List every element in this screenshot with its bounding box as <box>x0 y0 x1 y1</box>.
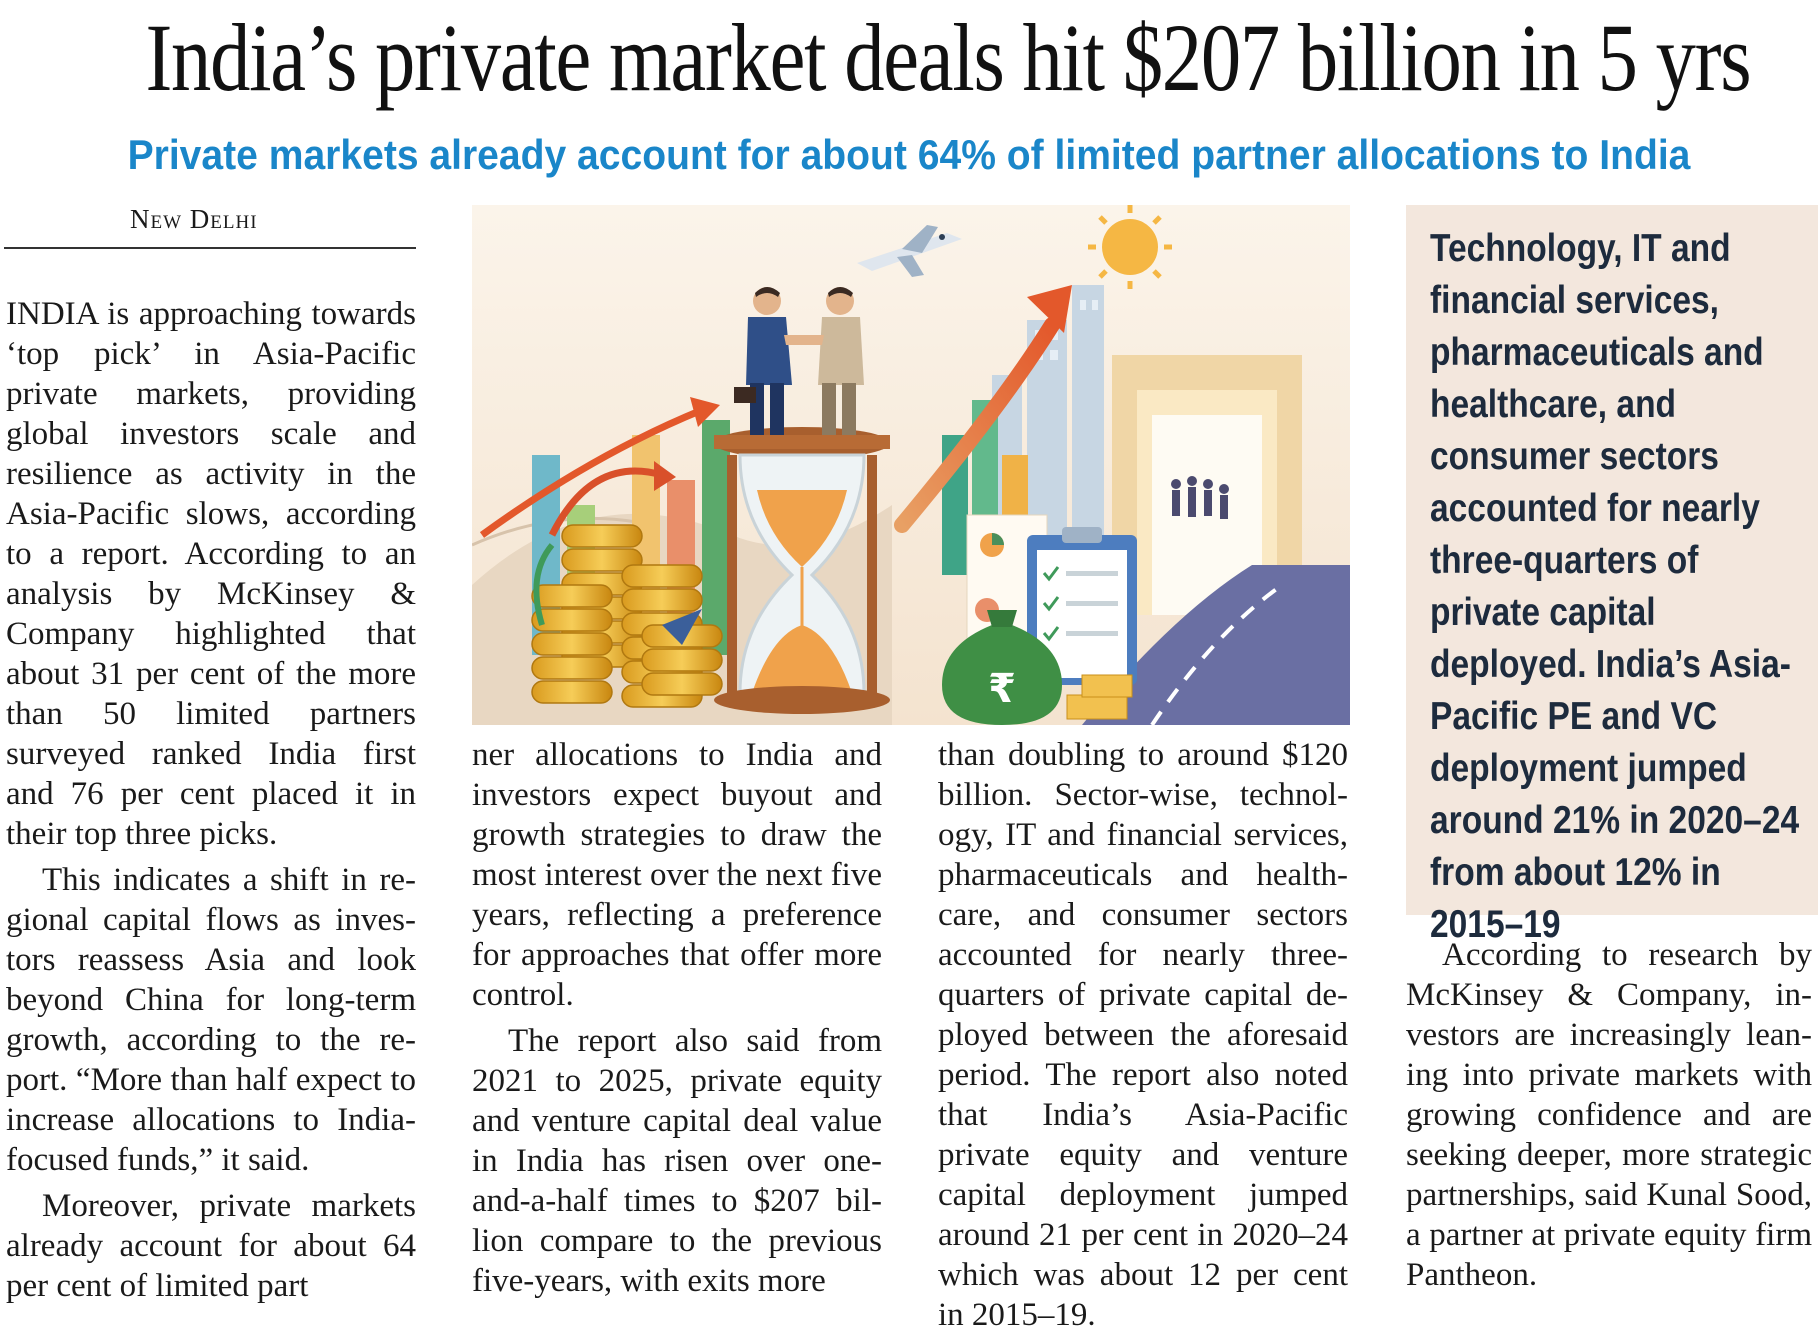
paragraph: According to research by McKinsey & Company, investors are increasingly leaning into private markets with growing confidence and are seeking deeper, more strategic partnerships, said Kunal Sood, a partner at private equity firm Pantheon. <box>1406 937 1812 1293</box>
article-column-4 <box>1406 935 1812 1295</box>
highlight-box <box>1406 205 1818 946</box>
article-column-1 <box>6 294 416 1306</box>
paragraph: Moreover, private markets already account for about 64 per cent of limited part <box>6 1188 416 1304</box>
article-illustration <box>472 205 1350 725</box>
highlight-text: Technology, IT and financial services, pharmaceuticals and healthcare, and consumer sectors accounted for nearly three-quarters of private capital deployed. India’s Asia-Pacific PE and VC deployment jumped around 21% in 2020–24 from about 12% in 2015–19 <box>1430 227 1800 946</box>
article-column-3 <box>938 735 1348 1335</box>
dateline: New Delhi <box>130 204 258 234</box>
paragraph: than doubling to around $120 billion. Sector-wise, technology, IT and financial services, pharmaceuticals and healthcare, and consumer sectors accounted for nearly three-quarters of private capital deployed between the aforesaid period. The report also noted that India’s Asia-Pacific private equity and venture capital deployment jumped around 21 per cent in 2020–24 which was about 12 per cent in 2015–19. <box>938 737 1348 1333</box>
paragraph: ner allocations to India and investors expect buyout and growth strategies to draw the most interest over the next five years, reflecting a preference for approaches that offer more control. <box>472 737 882 1013</box>
paragraph: INDIA is approaching towards ‘top pick’ in Asia-Pacific private markets, providing global investors scale and resilience as activity in the Asia-Pacific slows, according to a report. According to an analysis by McKinsey & Company highlighted that about 31 per cent of the more than 50 limited partners surveyed ranked India first and 76 per cent placed it in their top three picks. <box>6 296 416 852</box>
paragraph: The report also said from 2021 to 2025, private equity and venture capital deal value in India has risen over one-and-a-half times to $207 billion compare to the previous five-years, with exits more <box>472 1023 882 1299</box>
headline: India’s private market deals hit $207 billion in 5 yrs <box>145 4 1751 111</box>
rupee-symbol: ₹ <box>988 666 1016 712</box>
subheadline: Private markets already account for about 64% of limited partner allocations to India <box>127 131 1691 178</box>
article-column-2 <box>472 735 882 1301</box>
dateline-rule <box>4 247 416 249</box>
paragraph: This indicates a shift in regional capital flows as investors reassess Asia and look beyond China for long-term growth, according to the report. “More than half expect to increase allocations to India-focused funds,” it said. <box>6 862 416 1178</box>
briefcase-icon <box>734 387 756 403</box>
